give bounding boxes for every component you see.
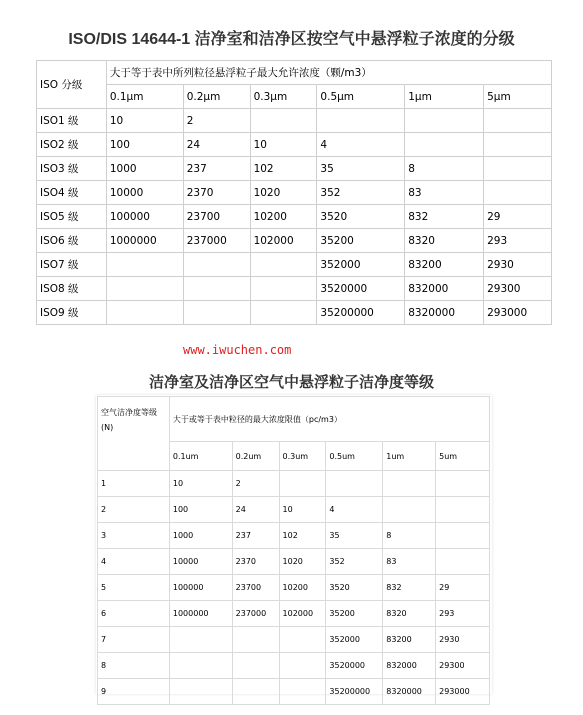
table-row: [37, 133, 552, 157]
table-row: [98, 471, 490, 497]
concentration-cell: 8320000: [405, 301, 484, 325]
concentration-cell: 8320000: [383, 679, 436, 705]
particle-size-cell: 0.3μm: [250, 85, 317, 109]
class-label-cell: 1: [98, 471, 170, 497]
particle-size-cell: 1μm: [405, 85, 484, 109]
class-label-cell: 7: [98, 627, 170, 653]
concentration-cell: 237: [232, 523, 279, 549]
concentration-cell: [436, 523, 490, 549]
concentration-cell: 35200000: [326, 679, 383, 705]
class-label-cell: ISO8 级: [37, 277, 107, 301]
particle-size-cell: 0.1um: [169, 442, 232, 471]
concentration-cell: 832000: [405, 277, 484, 301]
concentration-cell: 832: [383, 575, 436, 601]
concentration-cell: 2370: [183, 181, 250, 205]
concentration-cell: [484, 133, 552, 157]
concentration-cell: [279, 471, 326, 497]
concentration-cell: 102: [279, 523, 326, 549]
concentration-cell: 2370: [232, 549, 279, 575]
concentration-cell: 1000000: [106, 229, 183, 253]
concentration-cell: 1020: [279, 549, 326, 575]
concentration-cell: [232, 627, 279, 653]
concentration-cell: 8: [405, 157, 484, 181]
table-row: [37, 301, 552, 325]
concentration-cell: 1000: [169, 523, 232, 549]
table-row: [98, 497, 490, 523]
table-row: [37, 157, 552, 181]
concentration-cell: 83200: [405, 253, 484, 277]
concentration-cell: [250, 109, 317, 133]
concentration-cell: [484, 109, 552, 133]
concentration-cell: 10: [250, 133, 317, 157]
concentration-cell: [436, 471, 490, 497]
class-label-cell: 3: [98, 523, 170, 549]
table-row: [37, 205, 552, 229]
particle-size-cell: 1um: [383, 442, 436, 471]
concentration-cell: [232, 679, 279, 705]
class-label-cell: ISO3 级: [37, 157, 107, 181]
concentration-cell: [405, 109, 484, 133]
concentration-cell: 2: [232, 471, 279, 497]
concentration-cell: 83200: [383, 627, 436, 653]
concentration-cell: [383, 471, 436, 497]
concentration-cell: 8320: [383, 601, 436, 627]
concentration-cell: 35200: [326, 601, 383, 627]
concentration-cell: 10200: [279, 575, 326, 601]
max-concentration-header: 大于或等于表中粒径的最大浓度限值（pc/m3）: [169, 397, 489, 442]
class-n-header: [98, 397, 170, 471]
concentration-cell: 29300: [436, 653, 490, 679]
concentration-cell: 237000: [232, 601, 279, 627]
particle-size-cell: 5um: [436, 442, 490, 471]
concentration-cell: [436, 549, 490, 575]
class-label-cell: 2: [98, 497, 170, 523]
table-row: [37, 277, 552, 301]
class-label-cell: ISO7 级: [37, 253, 107, 277]
table-row: [98, 653, 490, 679]
concentration-cell: 10000: [169, 549, 232, 575]
concentration-cell: [383, 497, 436, 523]
table-row: [98, 627, 490, 653]
concentration-cell: 102: [250, 157, 317, 181]
concentration-cell: 29: [484, 205, 552, 229]
table2-header-row: [98, 397, 490, 442]
concentration-cell: 237: [183, 157, 250, 181]
class-label-cell: ISO9 级: [37, 301, 107, 325]
concentration-cell: 100: [106, 133, 183, 157]
table1-header-row: [37, 61, 552, 85]
concentration-cell: 10: [279, 497, 326, 523]
table-row: [98, 523, 490, 549]
concentration-cell: 2: [183, 109, 250, 133]
concentration-cell: 100000: [169, 575, 232, 601]
table-row: [98, 679, 490, 705]
concentration-cell: 35: [326, 523, 383, 549]
class-label-cell: ISO6 级: [37, 229, 107, 253]
class-label-cell: 8: [98, 653, 170, 679]
class-n-header-line2: (N): [101, 423, 114, 432]
iso-classification-table: [36, 60, 552, 325]
concentration-cell: [279, 679, 326, 705]
concentration-cell: 293: [484, 229, 552, 253]
particle-size-cell: 5μm: [484, 85, 552, 109]
concentration-cell: 832: [405, 205, 484, 229]
concentration-cell: 1020: [250, 181, 317, 205]
class-label-cell: ISO4 级: [37, 181, 107, 205]
table-row: [37, 181, 552, 205]
concentration-cell: 35200: [317, 229, 405, 253]
concentration-cell: 23700: [232, 575, 279, 601]
concentration-cell: 293000: [436, 679, 490, 705]
concentration-cell: [250, 277, 317, 301]
concentration-header: 大于等于表中所列粒径悬浮粒子最大允许浓度（颗/m3）: [106, 61, 551, 85]
concentration-cell: [183, 277, 250, 301]
particle-size-cell: 0.3um: [279, 442, 326, 471]
class-label-cell: 5: [98, 575, 170, 601]
particle-size-cell: 0.2μm: [183, 85, 250, 109]
class-n-header-line1: 空气洁净度等级: [101, 408, 157, 417]
concentration-cell: 24: [183, 133, 250, 157]
concentration-cell: [317, 109, 405, 133]
concentration-cell: 10: [169, 471, 232, 497]
concentration-cell: 237000: [183, 229, 250, 253]
concentration-cell: [405, 133, 484, 157]
class-label-cell: 4: [98, 549, 170, 575]
concentration-cell: 1000: [106, 157, 183, 181]
concentration-cell: 293000: [484, 301, 552, 325]
concentration-cell: 23700: [183, 205, 250, 229]
class-label-cell: ISO2 级: [37, 133, 107, 157]
concentration-cell: 832000: [383, 653, 436, 679]
class-label-cell: ISO1 级: [37, 109, 107, 133]
concentration-cell: 352000: [317, 253, 405, 277]
concentration-cell: 35: [317, 157, 405, 181]
concentration-cell: [279, 627, 326, 653]
concentration-cell: 8: [383, 523, 436, 549]
concentration-cell: 29: [436, 575, 490, 601]
concentration-cell: [436, 497, 490, 523]
concentration-cell: [106, 253, 183, 277]
table-row: [37, 229, 552, 253]
particle-size-row: [37, 85, 552, 109]
concentration-cell: [106, 301, 183, 325]
class-label-cell: 6: [98, 601, 170, 627]
table1-title: ISO/DIS 14644-1 洁净室和洁净区按空气中悬浮粒子浓度的分级: [68, 31, 515, 48]
concentration-cell: [484, 157, 552, 181]
particle-size-cell: 0.5um: [326, 442, 383, 471]
table2-body: [98, 471, 490, 705]
concentration-cell: 352: [317, 181, 405, 205]
concentration-cell: 3520000: [317, 277, 405, 301]
concentration-cell: 293: [436, 601, 490, 627]
concentration-cell: 10200: [250, 205, 317, 229]
cleanliness-class-table: [97, 396, 490, 705]
table-row: [98, 575, 490, 601]
table-row: [37, 109, 552, 133]
concentration-cell: 3520000: [326, 653, 383, 679]
concentration-cell: 352000: [326, 627, 383, 653]
concentration-cell: [279, 653, 326, 679]
concentration-cell: [106, 277, 183, 301]
concentration-cell: 83: [405, 181, 484, 205]
watermark-url: www.iwuchen.com: [183, 343, 292, 357]
concentration-cell: [250, 253, 317, 277]
concentration-cell: 10: [106, 109, 183, 133]
concentration-cell: 102000: [279, 601, 326, 627]
concentration-cell: [326, 471, 383, 497]
concentration-cell: 102000: [250, 229, 317, 253]
concentration-cell: 29300: [484, 277, 552, 301]
concentration-cell: 2930: [436, 627, 490, 653]
concentration-cell: 4: [326, 497, 383, 523]
concentration-cell: 100: [169, 497, 232, 523]
concentration-cell: 2930: [484, 253, 552, 277]
concentration-cell: [169, 679, 232, 705]
concentration-cell: 8320: [405, 229, 484, 253]
concentration-cell: 1000000: [169, 601, 232, 627]
concentration-cell: 352: [326, 549, 383, 575]
concentration-cell: 100000: [106, 205, 183, 229]
concentration-cell: [183, 301, 250, 325]
concentration-cell: [183, 253, 250, 277]
concentration-cell: [169, 653, 232, 679]
particle-size-cell: 0.1μm: [106, 85, 183, 109]
concentration-cell: 3520: [326, 575, 383, 601]
concentration-cell: 35200000: [317, 301, 405, 325]
class-header: ISO 分级: [37, 61, 107, 109]
class-label-cell: ISO5 级: [37, 205, 107, 229]
table2-title: 洁净室及洁净区空气中悬浮粒子洁净度等级: [148, 373, 434, 391]
table-row: [98, 601, 490, 627]
concentration-cell: 83: [383, 549, 436, 575]
particle-size-cell: 0.5μm: [317, 85, 405, 109]
concentration-cell: 10000: [106, 181, 183, 205]
particle-size-cell: 0.2um: [232, 442, 279, 471]
concentration-cell: 24: [232, 497, 279, 523]
table1-body: [37, 109, 552, 325]
concentration-cell: [484, 181, 552, 205]
concentration-cell: [232, 653, 279, 679]
concentration-cell: [250, 301, 317, 325]
concentration-cell: 4: [317, 133, 405, 157]
table-row: [98, 549, 490, 575]
concentration-cell: 3520: [317, 205, 405, 229]
table-row: [37, 253, 552, 277]
concentration-cell: [169, 627, 232, 653]
class-label-cell: 9: [98, 679, 170, 705]
